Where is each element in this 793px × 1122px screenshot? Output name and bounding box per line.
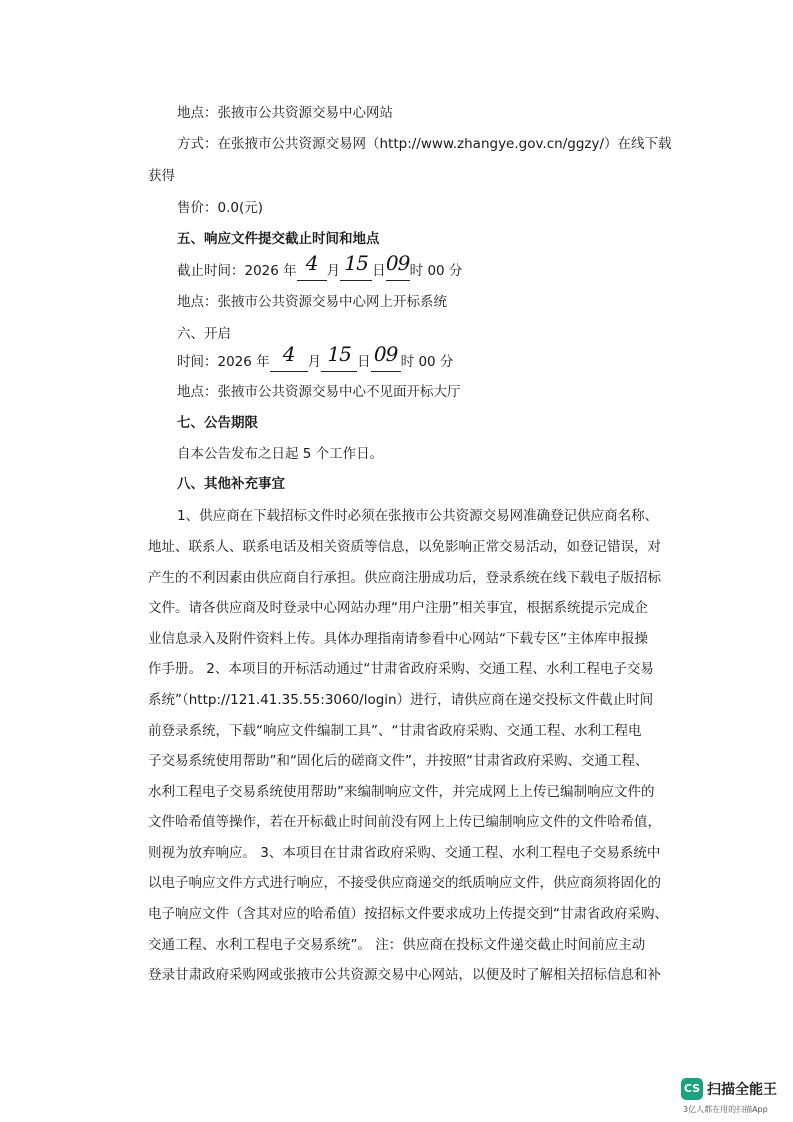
deadline-suffix: 时 00 分 <box>409 263 463 279</box>
opening-hour: 09 <box>373 342 398 366</box>
opening-day: 15 <box>327 342 351 366</box>
deadline-hour-field <box>385 251 410 281</box>
opening-suffix: 时 00 分 <box>400 354 454 370</box>
deadline-month: 4 <box>305 251 318 275</box>
paragraph-line: 水利工程电子交易系统使用帮助”来编制响应文件，并完成网上上传已编制响应文件的 <box>148 784 655 800</box>
paragraph-line: 业信息录入及附件资料上传。具体办理指南请参看中心网站“下载专区”主体库申报操 <box>148 631 648 647</box>
paragraph-line: 以电子响应文件方式进行响应，不接受供应商递交的纸质响应文件，供应商须将固化的 <box>148 875 661 891</box>
paragraph-line: 地址、联系人、联系电话及相关资质等信息，以免影响正常交易活动，如登记错误，对 <box>148 539 661 555</box>
method-line-2: 获得 <box>148 168 175 184</box>
method-line-1: 方式：在张掖市公共资源交易网（http://www.zhangye.gov.cn/ggzy/）在线下载 <box>177 136 672 152</box>
deadline-month-unit: 月 <box>326 263 341 279</box>
paragraph-line: 电子响应文件（含其对应的哈希值）按招标文件要求成功上传提交到“甘肃省政府采购、 <box>148 906 668 922</box>
scanner-watermark <box>681 1078 785 1118</box>
section-7-title: 七、公告期限 <box>177 415 258 431</box>
opening-hour-field <box>371 342 401 372</box>
paragraph-line: 1、供应商在下载招标文件时必须在张掖市公共资源交易网准确登记供应商名称、 <box>177 508 659 524</box>
deadline-prefix: 截止时间：2026 年 <box>177 263 297 279</box>
paragraph-line: 登录甘肃政府采购网或张掖市公共资源交易中心网站，以便及时了解相关招标信息和补 <box>148 967 661 983</box>
opening-month: 4 <box>282 342 295 366</box>
section-5-title: 五、响应文件提交截止时间和地点 <box>177 231 380 247</box>
paragraph-line: 文件。请各供应商及时登录中心网站办理“用户注册”相关事宜，根据系统提示完成企 <box>148 600 648 616</box>
paragraph-line: 文件哈希值等操作，若在开标截止时间前没有网上上传已编制响应文件的文件哈希值， <box>148 814 661 830</box>
opening-month-field <box>270 342 308 372</box>
deadline-hour: 09 <box>385 251 410 275</box>
paragraph-line: 交通工程、水利工程电子交易系统”。 注：供应商在投标文件递交截止时间前应主动 <box>148 937 646 953</box>
paragraph-line: 子交易系统使用帮助”和“固化后的磋商文件”，并按照“甘肃省政府采购、交通工程、 <box>148 753 649 769</box>
paragraph-line: 前登录系统，下载“响应文件编制工具”、“甘肃省政府采购、交通工程、水利工程电 <box>148 723 642 739</box>
watermark-app-name: 扫描全能王 <box>707 1082 777 1098</box>
deadline-day: 15 <box>344 251 368 275</box>
camscanner-logo-icon: CS <box>681 1078 703 1100</box>
deadline-day-field <box>340 251 372 281</box>
deadline-line <box>177 251 463 281</box>
paragraph-line: 系统”（http://121.41.35.55:3060/login）进行，请供应商在递交投标文件截止时间 <box>148 692 654 708</box>
section-6-title: 六、开启 <box>177 326 231 342</box>
deadline-month-field <box>297 251 327 281</box>
opening-day-unit: 日 <box>357 354 371 370</box>
location-open: 地点：张掖市公共资源交易中心不见面开标大厅 <box>177 384 461 400</box>
location-submit: 地点：张掖市公共资源交易中心网上开标系统 <box>177 294 447 310</box>
location-site: 地点：张掖市公共资源交易中心网站 <box>177 105 393 121</box>
opening-line <box>177 342 454 372</box>
opening-month-unit: 月 <box>307 354 322 370</box>
deadline-day-unit: 日 <box>372 263 386 279</box>
paragraph-line: 则视为放弃响应。 3、本项目在甘肃省政府采购、交通工程、水利工程电子交易系统中 <box>148 845 661 861</box>
paragraph-line: 作手册。 2、本项目的开标活动通过“甘肃省政府采购、交通工程、水利工程电子交易 <box>148 661 654 677</box>
paragraph-line: 产生的不利因素由供应商自行承担。供应商注册成功后，登录系统在线下载电子版招标 <box>148 570 661 586</box>
opening-day-field <box>321 342 357 372</box>
opening-prefix: 时间：2026 年 <box>177 354 270 370</box>
period-text: 自本公告发布之日起 5 个工作日。 <box>177 446 384 462</box>
watermark-tagline: 3亿人都在用的扫描App <box>683 1105 768 1114</box>
section-8-title: 八、其他补充事宜 <box>177 476 285 492</box>
price: 售价：0.0(元) <box>177 200 264 216</box>
